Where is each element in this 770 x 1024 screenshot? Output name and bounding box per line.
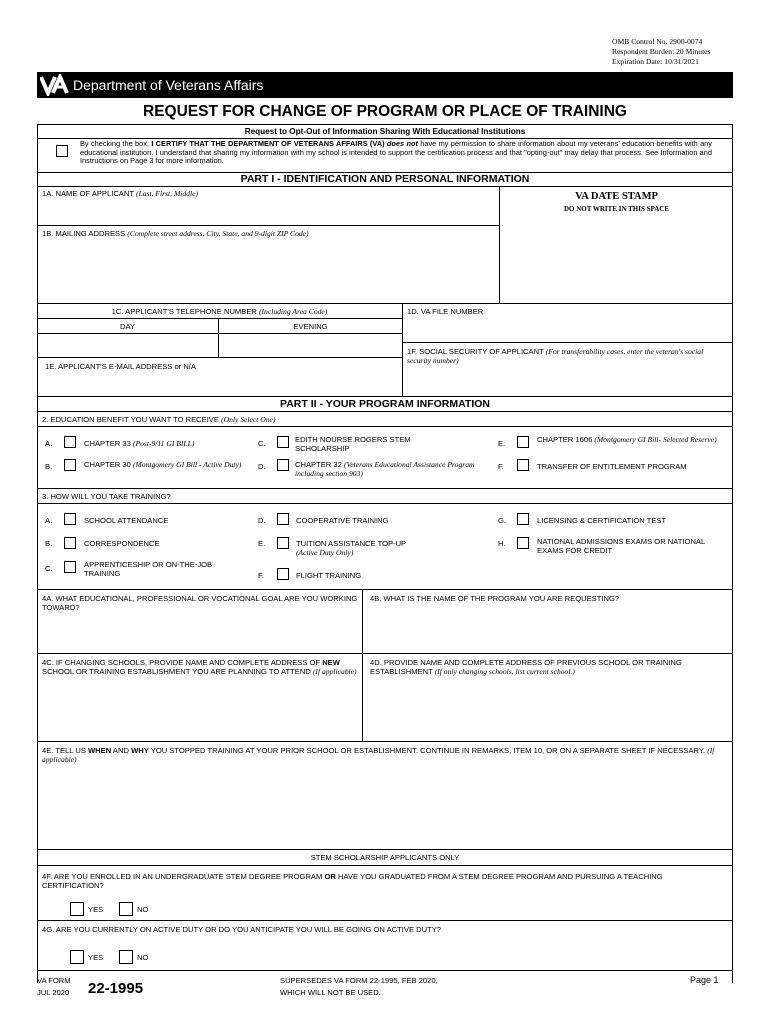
benefit-b-letter: B. (45, 462, 53, 471)
training-h-checkbox[interactable] (517, 537, 529, 549)
q4f-no-label: NO (137, 905, 149, 914)
mailing-field[interactable] (40, 242, 496, 300)
training-e-label: TUITION ASSISTANCE TOP-UP (Active Duty Only) (296, 539, 407, 557)
training-h-label: NATIONAL ADMISSIONS EXAMS OR NATIONAL EXAMS FOR CREDIT (537, 537, 705, 555)
benefit-e-letter: E. (498, 439, 506, 448)
training-e-letter: E. (258, 539, 266, 548)
q4e-field[interactable] (40, 770, 728, 846)
benefit-a-label: CHAPTER 33 (Post-9/11 GI BILL) (84, 439, 195, 448)
stamp-title: VA DATE STAMP (575, 191, 658, 202)
benefit-d-checkbox[interactable] (277, 459, 289, 471)
agency-name: Department of Veterans Affairs (73, 77, 264, 93)
benefit-e-label: CHAPTER 1606 (Montgomery GI Bill- Selected Reserve) (537, 435, 717, 444)
stamp-note: DO NOT WRITE IN THIS SPACE (563, 205, 670, 213)
training-g-letter: G. (498, 516, 507, 525)
training-f-checkbox[interactable] (277, 568, 289, 580)
training-h-letter: H. (498, 539, 506, 548)
va-logo-icon (40, 74, 70, 96)
benefit-c-letter: C. (258, 439, 266, 448)
ssn-field[interactable] (406, 372, 728, 394)
omb-control: OMB Control No. 2900-0074 (612, 37, 703, 46)
benefit-b-label: CHAPTER 30 (Montgomery GI Bill - Active Duty) (84, 460, 242, 469)
q4e-label: 4E. TELL US WHEN AND WHY YOU STOPPED TRAINING AT YOUR PRIOR SCHOOL OR ESTABLISHMENT. CONTINUE IN REMARKS, ITEM 10, OR ON A SEPARATE SHEET IF NECESSARY. (If applicable) (42, 746, 715, 764)
benefit-e-checkbox[interactable] (517, 436, 529, 448)
opt-out-heading: Request to Opt-Out of Information Sharing With Educational Institutions (244, 127, 526, 136)
training-c-label: APPRENTICESHIP OR ON-THE-JOB TRAINING (84, 560, 213, 578)
footer-date: JUL 2020 (37, 988, 70, 997)
q4f-no-checkbox[interactable] (119, 902, 133, 916)
benefit-f-checkbox[interactable] (517, 459, 529, 471)
benefit-a-checkbox[interactable] (64, 436, 76, 448)
q2-label: 2. EDUCATION BENEFIT YOU WANT TO RECEIVE (Only Select One) (42, 415, 276, 424)
ssn-label: 1F. SOCIAL SECURITY OF APPLICANT (For transferability cases, enter the veteran's social security number) (407, 347, 704, 365)
training-f-label: FLIGHT TRAINING (296, 571, 362, 580)
footer-supersedes-1: SUPERSEDES VA FORM 22-1995, FEB 2020, (280, 976, 438, 985)
footer-form-number: 22-1995 (88, 980, 144, 997)
q4g-no-checkbox[interactable] (119, 950, 133, 964)
footer-page-number: Page 1 (690, 975, 719, 985)
training-f-letter: F. (258, 571, 264, 580)
evening-label: EVENING (293, 322, 328, 331)
training-c-checkbox[interactable] (64, 561, 76, 573)
q4g-label: 4G. ARE YOU CURRENTLY ON ACTIVE DUTY OR DO YOU ANTICIPATE YOU WILL BE GOING ON ACTIVE DUTY? (42, 925, 442, 934)
agency-header (37, 72, 733, 98)
form-title: REQUEST FOR CHANGE OF PROGRAM OR PLACE OF TRAINING (143, 103, 627, 120)
name-label: 1A. NAME OF APPLICANT (Last, First, Middle) (42, 189, 198, 198)
phone-label: 1C. APPLICANT'S TELEPHONE NUMBER (Including Area Code) (111, 307, 328, 316)
omb-expiration: Expiration Date: 10/31/2021 (612, 57, 699, 66)
training-b-letter: B. (45, 539, 53, 548)
training-g-label: LICENSING & CERTIFICATION TEST (537, 516, 667, 525)
training-a-label: SCHOOL ATTENDANCE (84, 516, 169, 525)
q4a-label: 4A. WHAT EDUCATIONAL, PROFESSIONAL OR VOCATIONAL GOAL ARE YOU WORKING TOWARD? (42, 594, 358, 612)
footer-supersedes-2: WHICH WILL NOT BE USED. (280, 988, 381, 997)
q4f-label: 4F. ARE YOU ENROLLED IN AN UNDERGRADUATE STEM DEGREE PROGRAM OR HAVE YOU GRADUATED FROM A STEM DEGREE PROGRAM AND PURSUING A TEACHING CERTIFICATION? (42, 872, 663, 890)
training-g-checkbox[interactable] (517, 513, 529, 525)
email-field[interactable] (40, 373, 398, 393)
benefit-f-label: TRANSFER OF ENTITLEMENT PROGRAM (537, 462, 687, 471)
q4a-field[interactable] (40, 616, 358, 650)
q4f-yes-checkbox[interactable] (70, 902, 84, 916)
q4d-label: 4D. PROVIDE NAME AND COMPLETE ADDRESS OF PREVIOUS SCHOOL OR TRAINING ESTABLISHMENT (If only changing schools, list current school.) (370, 658, 682, 676)
q4c-field[interactable] (40, 695, 358, 737)
training-c-letter: C. (45, 564, 53, 573)
training-d-label: COOPERATIVE TRAINING (296, 516, 389, 525)
day-phone-field[interactable] (40, 335, 215, 355)
day-label: DAY (119, 322, 136, 331)
omb-burden: Respondent Burden: 20 Minutes (612, 47, 711, 56)
benefit-c-checkbox[interactable] (277, 436, 289, 448)
name-field[interactable] (40, 200, 496, 223)
q4c-label: 4C. IF CHANGING SCHOOLS, PROVIDE NAME AND COMPLETE ADDRESS OF NEW SCHOOL OR TRAINING ESTABLISHMENT YOU ARE PLANNING TO ATTEND (If applicable) (42, 658, 357, 676)
mailing-label: 1B. MAILING ADDRESS (Complete street address, City, State, and 9-digit ZIP Code) (42, 229, 309, 238)
training-b-label: CORRESPONDENCE (84, 539, 160, 548)
q3-label: 3. HOW WILL YOU TAKE TRAINING? (42, 492, 171, 501)
training-b-checkbox[interactable] (64, 537, 76, 549)
benefit-b-checkbox[interactable] (64, 459, 76, 471)
file-number-field[interactable] (406, 318, 728, 340)
q4g-yes-checkbox[interactable] (70, 950, 84, 964)
q4b-field[interactable] (366, 606, 728, 650)
benefit-f-letter: F. (498, 462, 504, 471)
file-number-label: 1D. VA FILE NUMBER (407, 307, 484, 316)
training-e-checkbox[interactable] (277, 537, 289, 549)
stem-heading: STEM SCHOLARSHIP APPLICANTS ONLY (310, 853, 460, 862)
benefit-c-label: EDITH NOURSE ROGERS STEM SCHOLARSHIP (295, 435, 411, 453)
part1-heading: PART I - IDENTIFICATION AND PERSONAL INFORMATION (240, 173, 530, 185)
omb-info (612, 37, 711, 67)
q4g-no-label: NO (137, 953, 149, 962)
email-label: 1E. APPLICANT'S E-MAIL ADDRESS or N/A (45, 362, 196, 371)
benefit-a-letter: A. (45, 439, 53, 448)
benefit-d-letter: D. (258, 462, 266, 471)
q4f-yes-label: YES (88, 905, 104, 914)
q4b-label: 4B. WHAT IS THE NAME OF THE PROGRAM YOU ARE REQUESTING? (370, 594, 620, 603)
training-a-letter: A. (45, 516, 53, 525)
part2-heading: PART II - YOUR PROGRAM INFORMATION (280, 398, 490, 410)
opt-out-checkbox[interactable] (56, 145, 68, 157)
training-a-checkbox[interactable] (64, 513, 76, 525)
training-d-letter: D. (258, 516, 266, 525)
footer-va-form: VA FORM (37, 976, 71, 985)
q4d-field[interactable] (366, 685, 728, 737)
q4g-yes-label: YES (88, 953, 104, 962)
evening-phone-field[interactable] (221, 335, 399, 355)
benefit-d-label: CHAPTER 32 (Veterans Educational Assistance Program including section 903) (295, 460, 475, 478)
training-d-checkbox[interactable] (277, 513, 289, 525)
opt-out-text: By checking the box, I CERTIFY THAT THE DEPARTMENT OF VETERANS AFFAIRS (VA) does not have my permission to share information about my veterans' education benefits with any educational institution. I understand that sharing my information with my school is intended to support the certification process and that "opting-out" may delay that process. See Information and Instructions on Page 3 for more information. (80, 139, 712, 166)
